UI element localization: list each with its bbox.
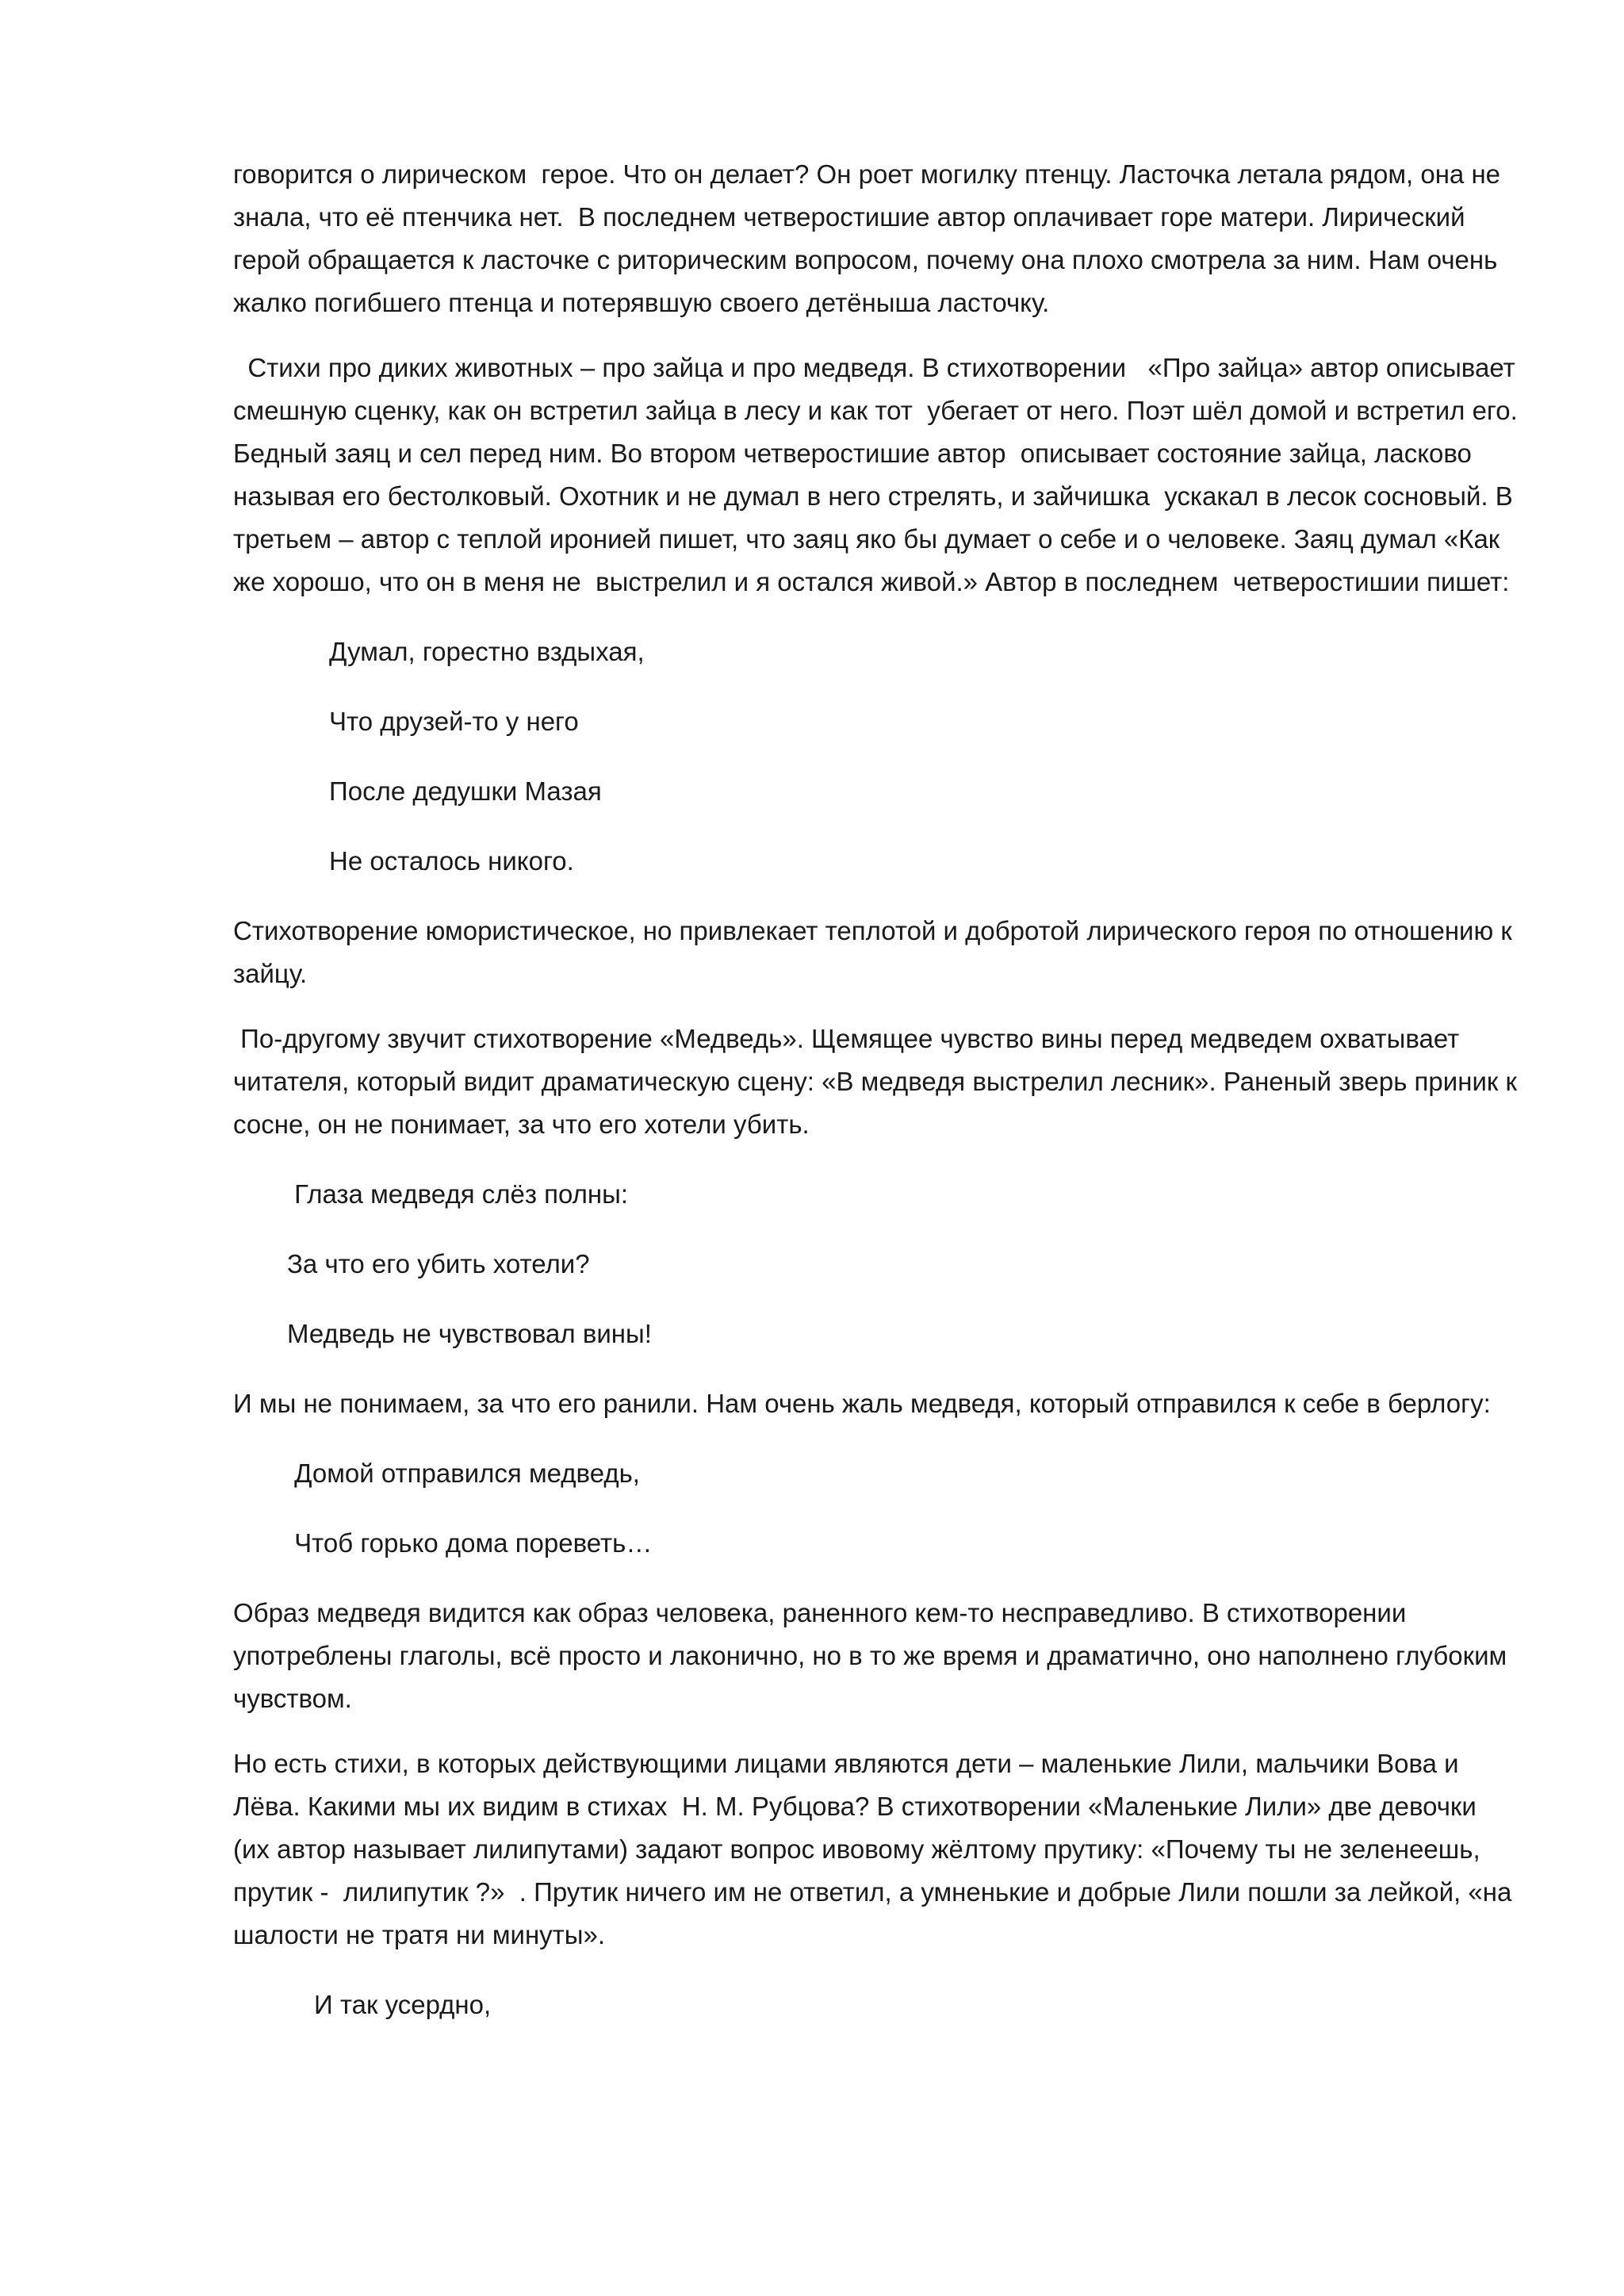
document-body bbox=[233, 153, 1525, 2053]
paragraph-6: Образ медведя видится как образ человека, раненного кем-то несправедливо. В стихотворении употреблены глаголы, всё просто и лаконично, но в то же время и драматично, оно наполнено глубоким чувством. bbox=[233, 1598, 1515, 1713]
verse-1-line-2: Что друзей-то у него bbox=[329, 707, 579, 736]
verse-3-line-1: Домой отправился медведь, bbox=[287, 1458, 640, 1488]
paragraph-5: И мы не понимаем, за что его ранили. Нам очень жаль медведя, который отправился к себе в берлогу: bbox=[233, 1389, 1491, 1418]
verse-1-line-3: После дедушки Мазая bbox=[329, 776, 602, 806]
paragraph-3: Стихотворение юмористическое, но привлекает теплотой и добротой лирического героя по отношению к зайцу. bbox=[233, 916, 1519, 988]
paragraph-7: Но есть стихи, в которых действующими лицами являются дети – маленькие Лили, мальчики Вова и Лёва. Какими мы их видим в стихах Н. М. Рубцова? В стихотворении «Маленькие Лили» две девочки (их автор называет лилипутами) задают вопрос ивовому жёлтому прутику: «Почему ты не зеленеешь, прутик - лилипутик ?» . Прутик ничего им не ответил, а умненькие и добрые Лили пошли за лейкой, «на шалости не тратя ни минуты». bbox=[233, 1749, 1519, 1949]
verse-1-line-1: Думал, горестно вздыхая, bbox=[329, 637, 645, 666]
verse-3-line-2: Чтоб горько дома пореветь… bbox=[287, 1528, 653, 1558]
verse-2-line-3: Медведь не чувствовал вины! bbox=[287, 1319, 652, 1348]
paragraph-2: Стихи про диких животных – про зайца и про медведя. В стихотворении «Про зайца» автор описывает смешную сценку, как он встретил зайца в лесу и как тот убегает от него. Поэт шёл домой и встретил его. Бедный заяц и сел перед ним. Во втором четверостишие автор описывает состояние зайца, ласково называя его бестолковый. Охотник и не думал в него стрелять, и зайчишка ускакал в лесок сосновый. В третьем – автор с теплой иронией пишет, что заяц яко бы думает о себе и о человеке. Заяц думал «Как же хорошо, что он в меня не выстрелил и я остался живой.» Автор в последнем четверостишии пишет: bbox=[233, 353, 1525, 596]
verse-2-line-1: Глаза медведя слёз полны: bbox=[287, 1179, 629, 1209]
verse-4-line-1: И так усердно, bbox=[314, 1990, 492, 2019]
verse-2-line-2: За что его убить хотели? bbox=[287, 1249, 590, 1278]
verse-1-line-4: Не осталось никого. bbox=[329, 846, 574, 876]
paragraph-4: По-другому звучит стихотворение «Медведь». Щемящее чувство вины перед медведем охватывает читателя, который видит драматическую сцену: «В медведя выстрелил лесник». Раненый зверь приник к сосне, он не понимает, за что его хотели убить. bbox=[233, 1024, 1525, 1139]
paragraph-1: говорится о лирическом герое. Что он делает? Он роет могилку птенцу. Ласточка летала рядом, она не знала, что её птенчика нет. В последнем четверостишие автор оплачивает горе матери. Лирический герой обращается к ласточке с риторическим вопросом, почему она плохо смотрела за ним. Нам очень жалко погибшего птенца и потерявшую своего детёныша ласточку. bbox=[233, 159, 1508, 317]
